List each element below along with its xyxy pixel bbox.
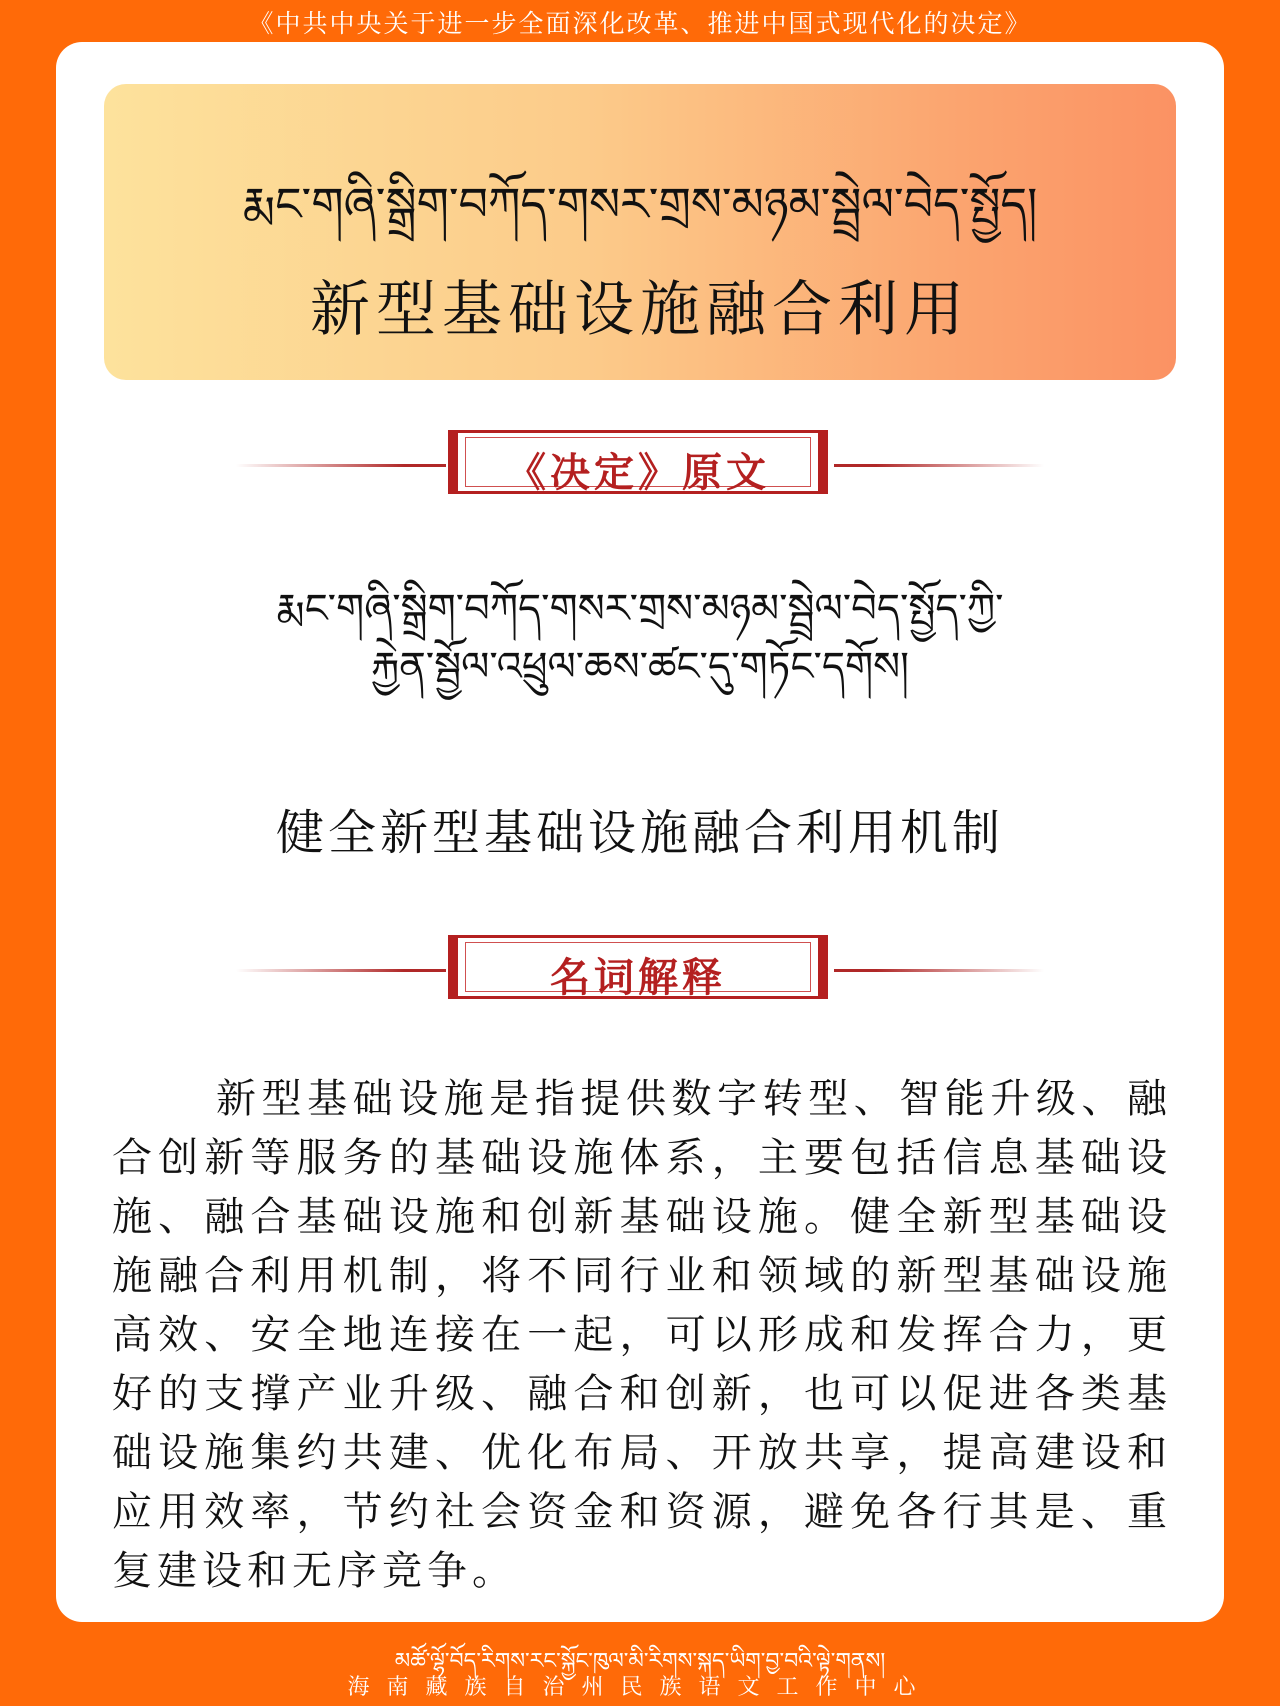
- document-title-caption: 《中共中央关于进一步全面深化改革、推进中国式现代化的决定》: [248, 9, 1032, 38]
- section-label: 《决定》原文: [506, 449, 770, 496]
- heading-frame: [448, 935, 828, 999]
- divider-line: [834, 464, 1044, 467]
- divider-line: [236, 969, 446, 972]
- content-card: [56, 42, 1224, 1622]
- section-heading-original-text: [236, 430, 1044, 500]
- term-explanation-paragraph: 新型基础设施是指提供数字转型、智能升级、融合创新等服务的基础设施体系，主要包括信息基础设施、融合基础设施和创新基础设施。健全新型基础设施融合利用机制，将不同行业和领域的新型基础设施高效、安全地连接在一起，可以形成和发挥合力，更好的支撑产业升级、融合和创新，也可以促进各类基础设施集约共建、优化布局、开放共享，提高建设和应用效率，节约社会资金和资源，避免各行其是、重复建设和无序竞争。: [112, 1076, 1172, 1594]
- footer-chinese-org: 海南藏族自治州民族语文工作中心: [347, 1675, 933, 1700]
- decision-chinese-text: 健全新型基础设施融合利用机制: [275, 805, 1004, 861]
- divider-line: [236, 464, 446, 467]
- section-label: 名词解释: [550, 954, 726, 1001]
- heading-frame: [448, 430, 828, 494]
- tibetan-line: རྨང་གཞི་སྒྲིག་བཀོད་གསར་གྲས་མཉམ་སྦྲེལ་བེད་སྤྱོད་ཀྱི་: [276, 586, 1004, 632]
- divider-line: [834, 969, 1044, 972]
- footer-tibetan-org: མཚོ་ལྷོ་བོད་རིགས་རང་སྐྱོང་ཁུལ་མི་རིགས་སྐད་ཡིག་བྱ་བའི་ལྟེ་གནས།: [394, 1649, 886, 1674]
- tibetan-line: རྐྱེན་སྦྱོལ་འཕྲུལ་ཆས་ཚང་དུ་གཏོང་དགོས།: [370, 644, 910, 690]
- banner-tibetan-title: རྨང་གཞི་སྒྲིག་བཀོད་གསར་གྲས་མཉམ་སྦྲེལ་བེད་སྤྱོད།: [242, 177, 1038, 231]
- section-heading-term-explanation: [236, 935, 1044, 1005]
- title-banner: [104, 84, 1176, 380]
- banner-chinese-title: 新型基础设施融合利用: [310, 275, 970, 345]
- decision-tibetan-text: [136, 580, 1144, 696]
